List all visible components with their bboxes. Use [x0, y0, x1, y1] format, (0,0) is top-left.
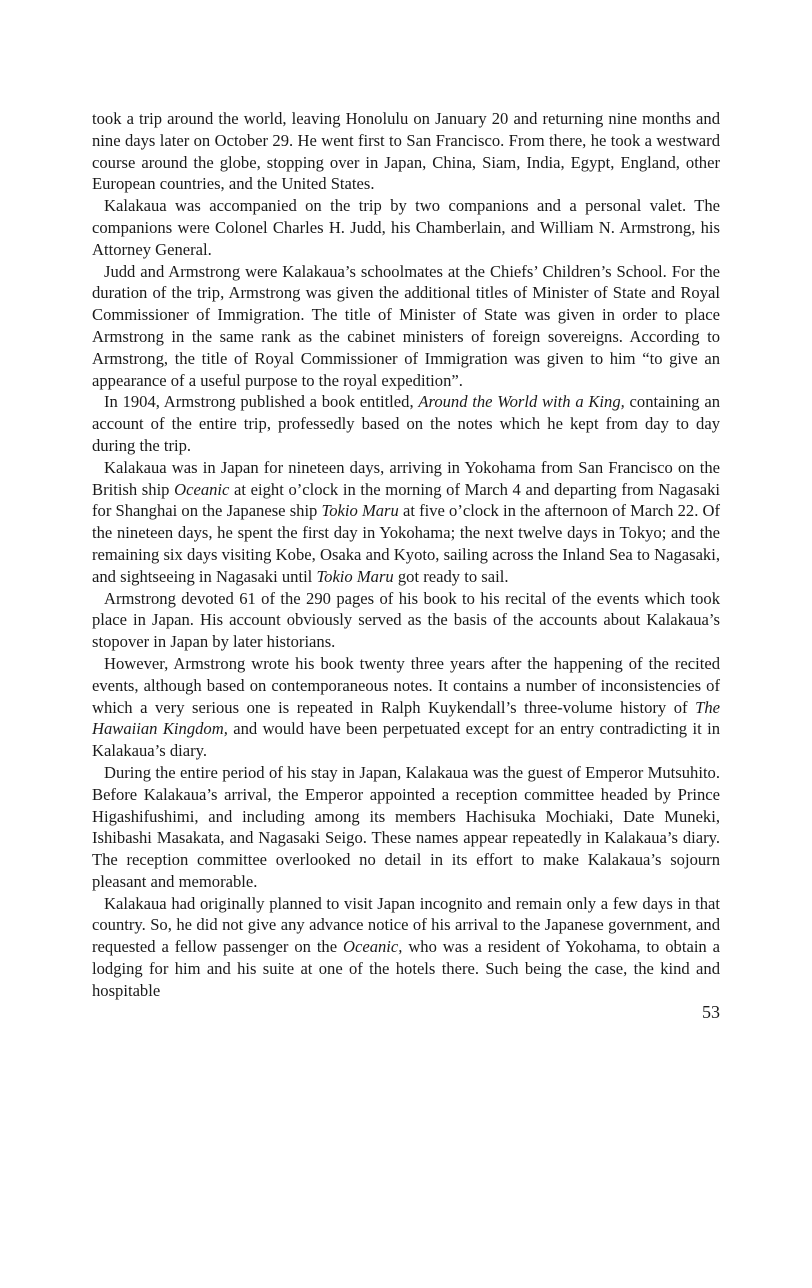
paragraph-text: During the entire period of his stay in Japan, Kalakaua was the guest of Emperor Mutsuhito. Before Kalakaua’s arrival, the Emperor appointed a reception committee headed by Prince Higashifushimi, and including among its members Hachisuka Mochiaki, Date Muneki, Ishibashi Masakata, and Nagasaki Seigo. These names appear repeatedly in Kalakaua’s diary. The reception committee overlooked no detail in its effort to make Kalakaua’s sojourn pleasant and memorable. — [92, 762, 720, 891]
book-title-italic: The Hawaiian Kingdom, — [92, 697, 720, 739]
paragraph-text: In 1904, Armstrong published a book entitled, — [104, 392, 419, 412]
book-title-italic: Around the World with a King, — [418, 392, 625, 412]
paragraph-8 — [92, 762, 720, 893]
paragraph-5 — [92, 457, 720, 588]
paragraph-text: However, Armstrong wrote his book twenty three years after the happening of the recited events, although based on contemporaneous notes. It contains a number of inconsistencies of which a very serious one is repeated in Ralph Kuykendall’s three-volume history of — [92, 653, 720, 717]
page-number: 53 — [702, 1002, 720, 1022]
paragraph-text: who was a resident of Yokohama, to obtain a lodging for him and his suite at one of the hotels there. Such being the case, the kind and hospitable — [92, 937, 720, 1000]
paragraph-text: at five o’clock in the afternoon of March 22. Of the nineteen days, he spent the first day in Yokohama; the next twelve days in Tokyo; and the remaining six days visiting Kobe, Osaka and Kyoto, sailing across the Inland Sea to Nagasaki, and sightseeing in Nagasaki until — [92, 501, 721, 586]
page-body — [92, 108, 720, 1002]
paragraph-6 — [92, 588, 720, 653]
paragraph-9 — [92, 893, 720, 1002]
paragraph-text: Judd and Armstrong were Kalakaua’s schoolmates at the Chiefs’ Children’s School. For the duration of the trip, Armstrong was given the additional titles of Minister of State and Royal Commissioner of Immigration. The title of Minister of State was given in order to place Armstrong in the same rank as the cabinet ministers of foreign sovereigns. According to Armstrong, the title of Royal Commissioner of Immigration was given to him “to give an appearance of a useful purpose to the royal expedition”. — [92, 261, 720, 390]
ship-name-italic: Oceanic, — [342, 937, 403, 957]
paragraph-3 — [92, 261, 720, 392]
paragraph-text: Kalakaua was accompanied on the trip by two companions and a personal valet. The companions were Colonel Charles H. Judd, his Chamberlain, and William N. Armstrong, his Attorney General. — [92, 196, 720, 259]
paragraph-text: and would have been perpetuated except for an entry contradicting it in Kalakaua’s diary. — [92, 719, 720, 761]
ship-name-italic: Oceanic — [174, 479, 230, 499]
paragraph-text: containing an account of the entire trip, professedly based on the notes which he kept from day to day during the trip. — [92, 392, 720, 455]
ship-name-italic: Tokio Maru — [316, 566, 394, 586]
paragraph-text: Armstrong devoted 61 of the 290 pages of his book to his recital of the events which took place in Japan. His account obviously served as the basis of the accounts about Kalakaua’s stopover in Japan by later historians. — [92, 588, 720, 652]
ship-name-italic: Tokio Maru — [321, 501, 399, 521]
paragraph-text: got ready to sail. — [393, 566, 509, 586]
paragraph-text: Kalakaua had originally planned to visit Japan incognito and remain only a few days in that country. So, he did not give any advance notice of his arrival to the Japanese government, and requested a fellow passenger on the — [92, 893, 720, 957]
paragraph-text: took a trip around the world, leaving Honolulu on January 20 and returning nine months and nine days later on October 29. He went first to San Francisco. From there, he took a westward course around the globe, stopping over in Japan, China, Siam, India, Egypt, England, other European countries, and the United States. — [92, 109, 720, 194]
paragraph-7 — [92, 653, 720, 762]
paragraph-text: at eight o’clock in the morning of March 4 and departing from Nagasaki for Shanghai on the Japanese ship — [92, 479, 720, 521]
paragraph-2 — [92, 195, 720, 260]
paragraph-text: Kalakaua was in Japan for nineteen days, arriving in Yokohama from San Francisco on the British ship — [92, 457, 720, 499]
paragraph-4 — [92, 391, 720, 456]
paragraph-1 — [92, 108, 720, 195]
